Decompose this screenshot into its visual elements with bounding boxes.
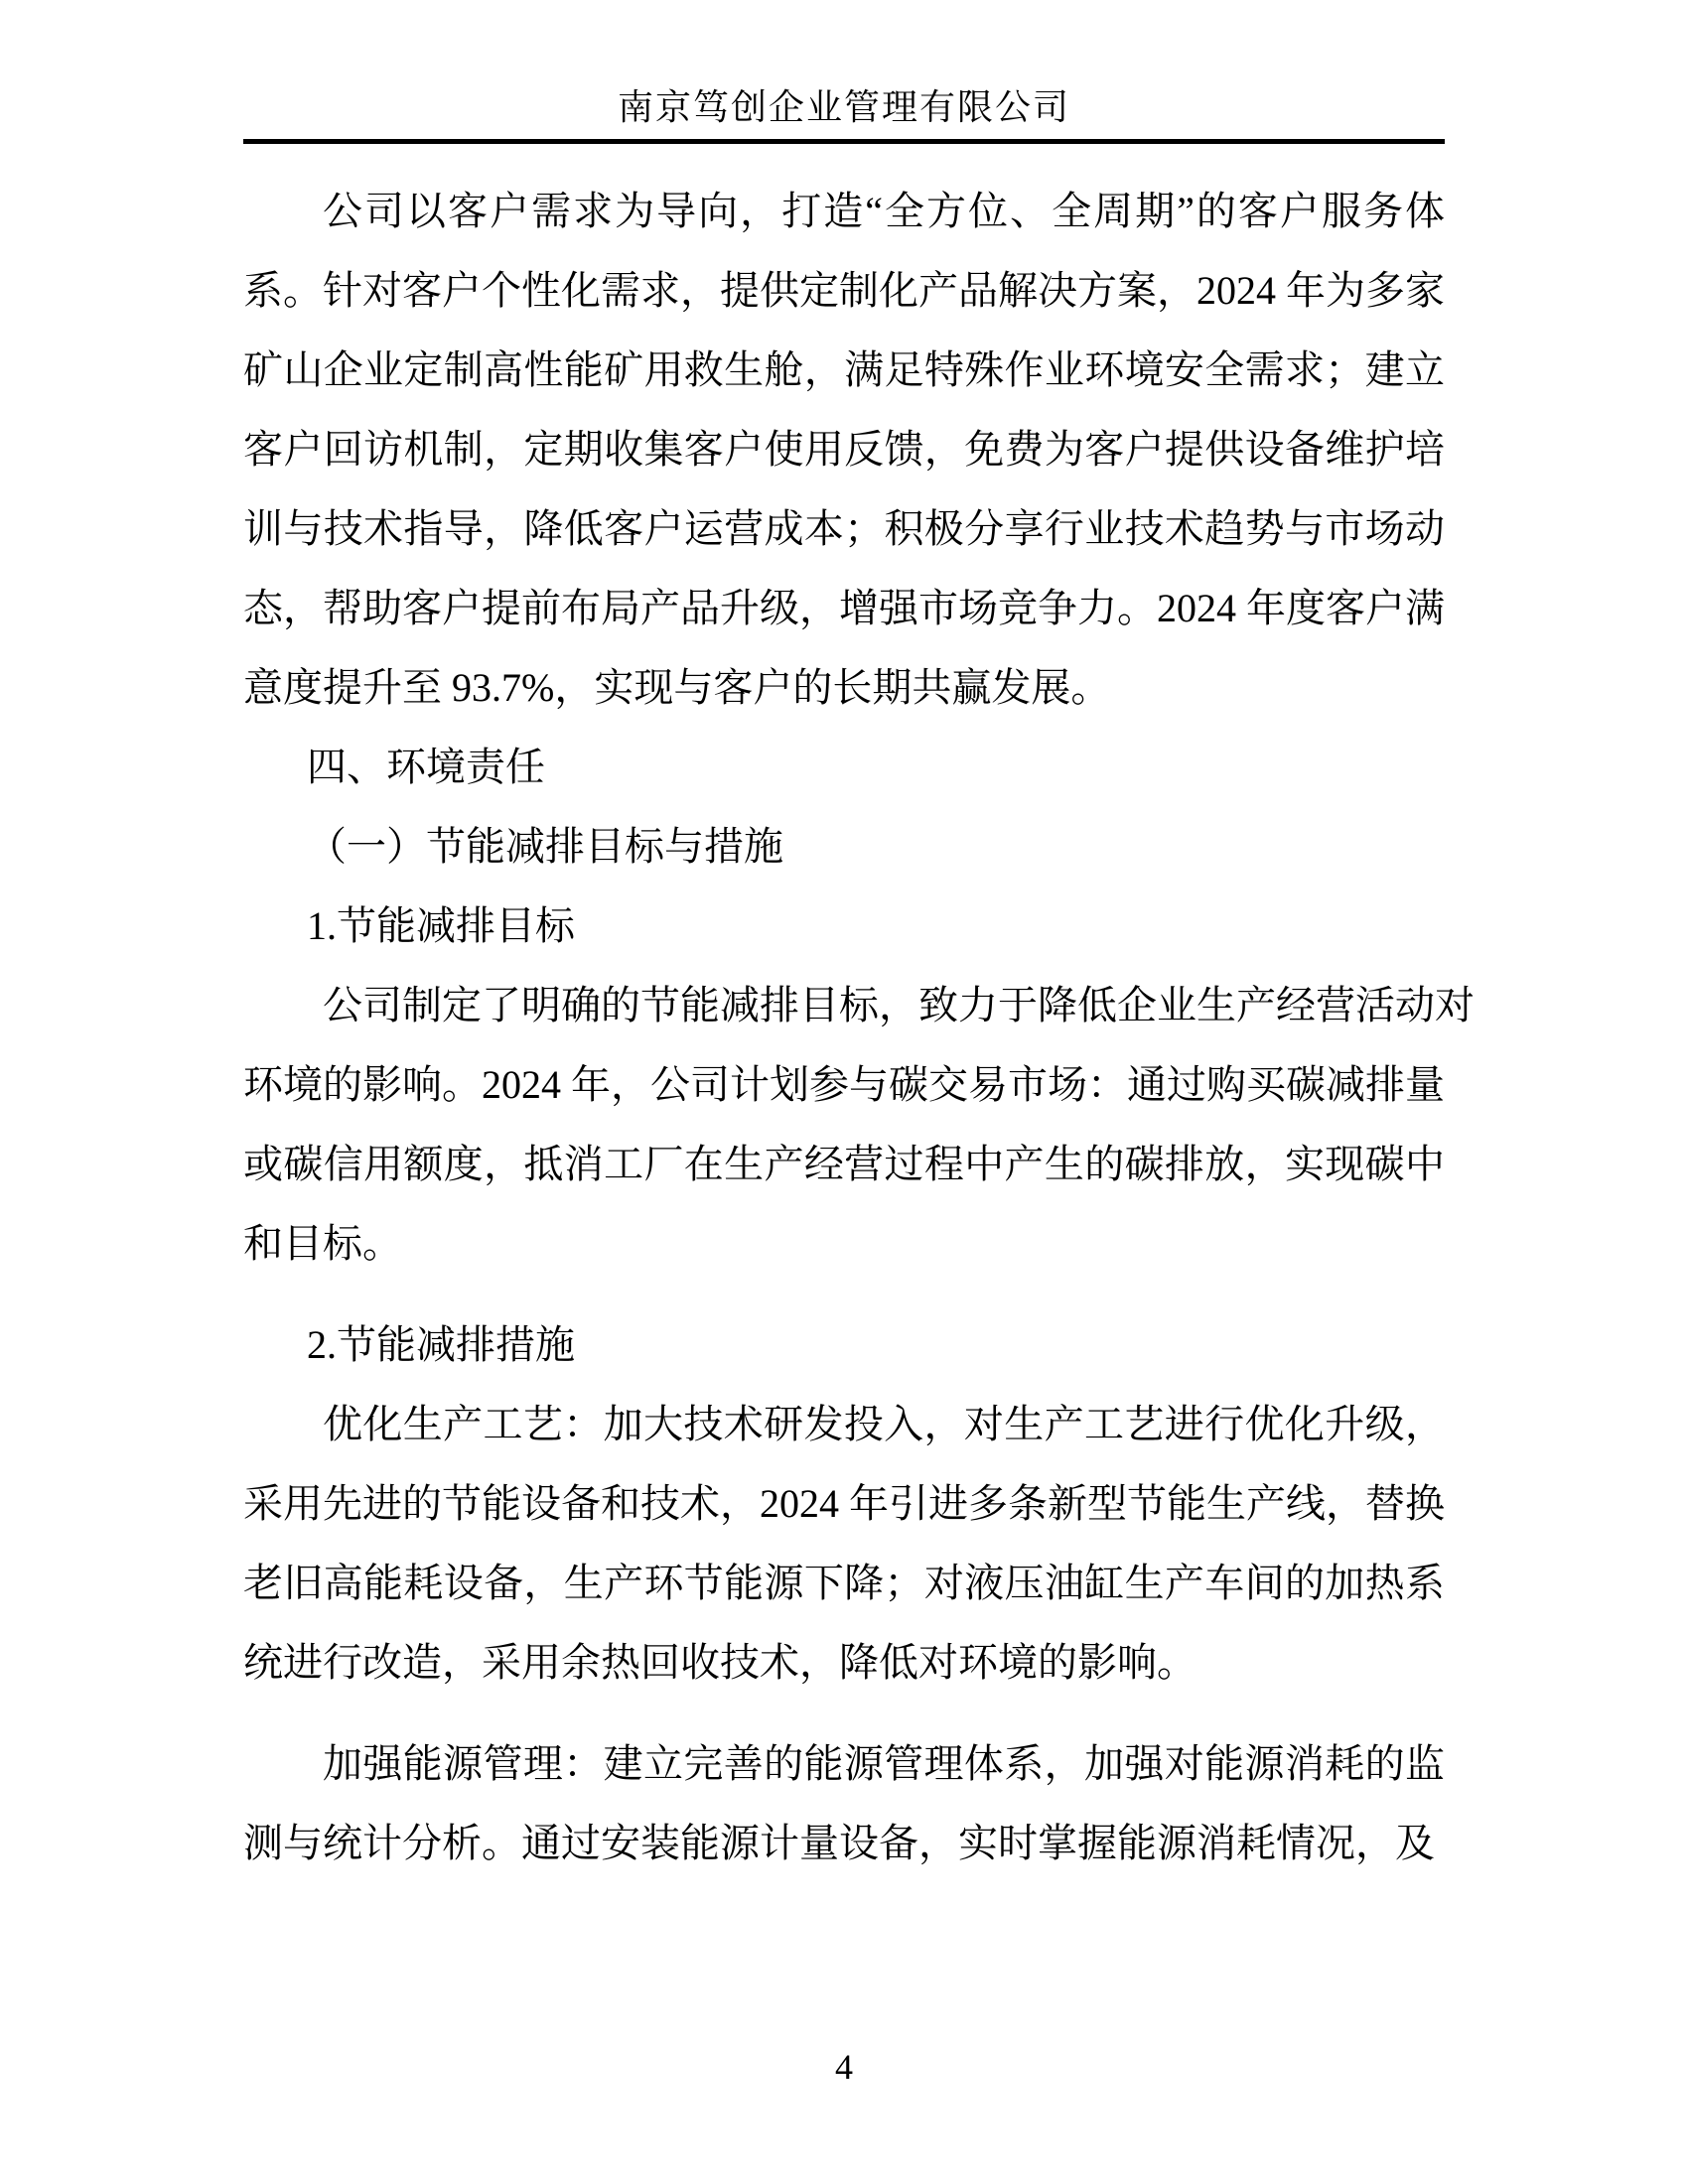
- text-line: 测与统计分析。通过安装能源计量设备，实时掌握能源消耗情况，及: [243, 1821, 1435, 1865]
- paragraph: [243, 172, 1445, 728]
- text-line: 统进行改造，采用余热回收技术，降低对环境的影响。: [243, 1640, 1196, 1685]
- text-line: 加强能源管理：建立完善的能源管理体系，加强对能源消耗的监: [323, 1741, 1445, 1786]
- section-heading: （一）节能减排目标与措施: [307, 824, 783, 869]
- company-name: 南京笃创企业管理有限公司: [617, 87, 1070, 127]
- text-line: 客户回访机制，定期收集客户使用反馈，免费为客户提供设备维护培: [243, 427, 1445, 472]
- text-line: 公司以客户需求为导向，打造“全方位、全周期”的客户服务体: [323, 189, 1445, 233]
- page-footer: [0, 2037, 1688, 2097]
- text-line: 老旧高能耗设备，生产环节能源下降；对液压油缸生产车间的加热系: [243, 1561, 1445, 1605]
- text-line: 意度提升至 93.7%，实现与客户的长期共赢发展。: [243, 665, 1111, 710]
- text-line: 公司制定了明确的节能减排目标，致力于降低企业生产经营活动对: [323, 983, 1475, 1027]
- document-header: [243, 0, 1445, 144]
- text-line: 态，帮助客户提前布局产品升级，增强市场竞争力。2024 年度客户满: [243, 586, 1445, 630]
- text-line: 矿山企业定制高性能矿用救生舱，满足特殊作业环境安全需求；建立: [243, 347, 1445, 392]
- text-line: 优化生产工艺：加大技术研发投入，对生产工艺进行优化升级，: [323, 1402, 1445, 1446]
- text-line: 系。针对客户个性化需求，提供定制化产品解决方案，2024 年为多家: [243, 268, 1445, 313]
- page-number: 4: [835, 2047, 853, 2087]
- section-heading: 2.节能减排措施: [307, 1322, 575, 1367]
- paragraph: [243, 1385, 1445, 1703]
- text-line: 和目标。: [243, 1221, 402, 1266]
- section-heading: 1.节能减排目标: [307, 903, 575, 948]
- section-heading: 四、环境责任: [307, 745, 545, 789]
- document-body: [243, 172, 1475, 1883]
- text-line: 采用先进的节能设备和技术，2024 年引进多条新型节能生产线，替换: [243, 1481, 1445, 1526]
- text-line: 训与技术指导，降低客户运营成本；积极分享行业技术趋势与市场动: [243, 506, 1445, 551]
- text-line: 或碳信用额度，抵消工厂在生产经营过程中产生的碳排放，实现碳中: [243, 1142, 1445, 1186]
- paragraph: [243, 966, 1475, 1284]
- text-line: 环境的影响。2024 年，公司计划参与碳交易市场：通过购买碳减排量: [243, 1062, 1445, 1107]
- paragraph: [243, 1724, 1445, 1883]
